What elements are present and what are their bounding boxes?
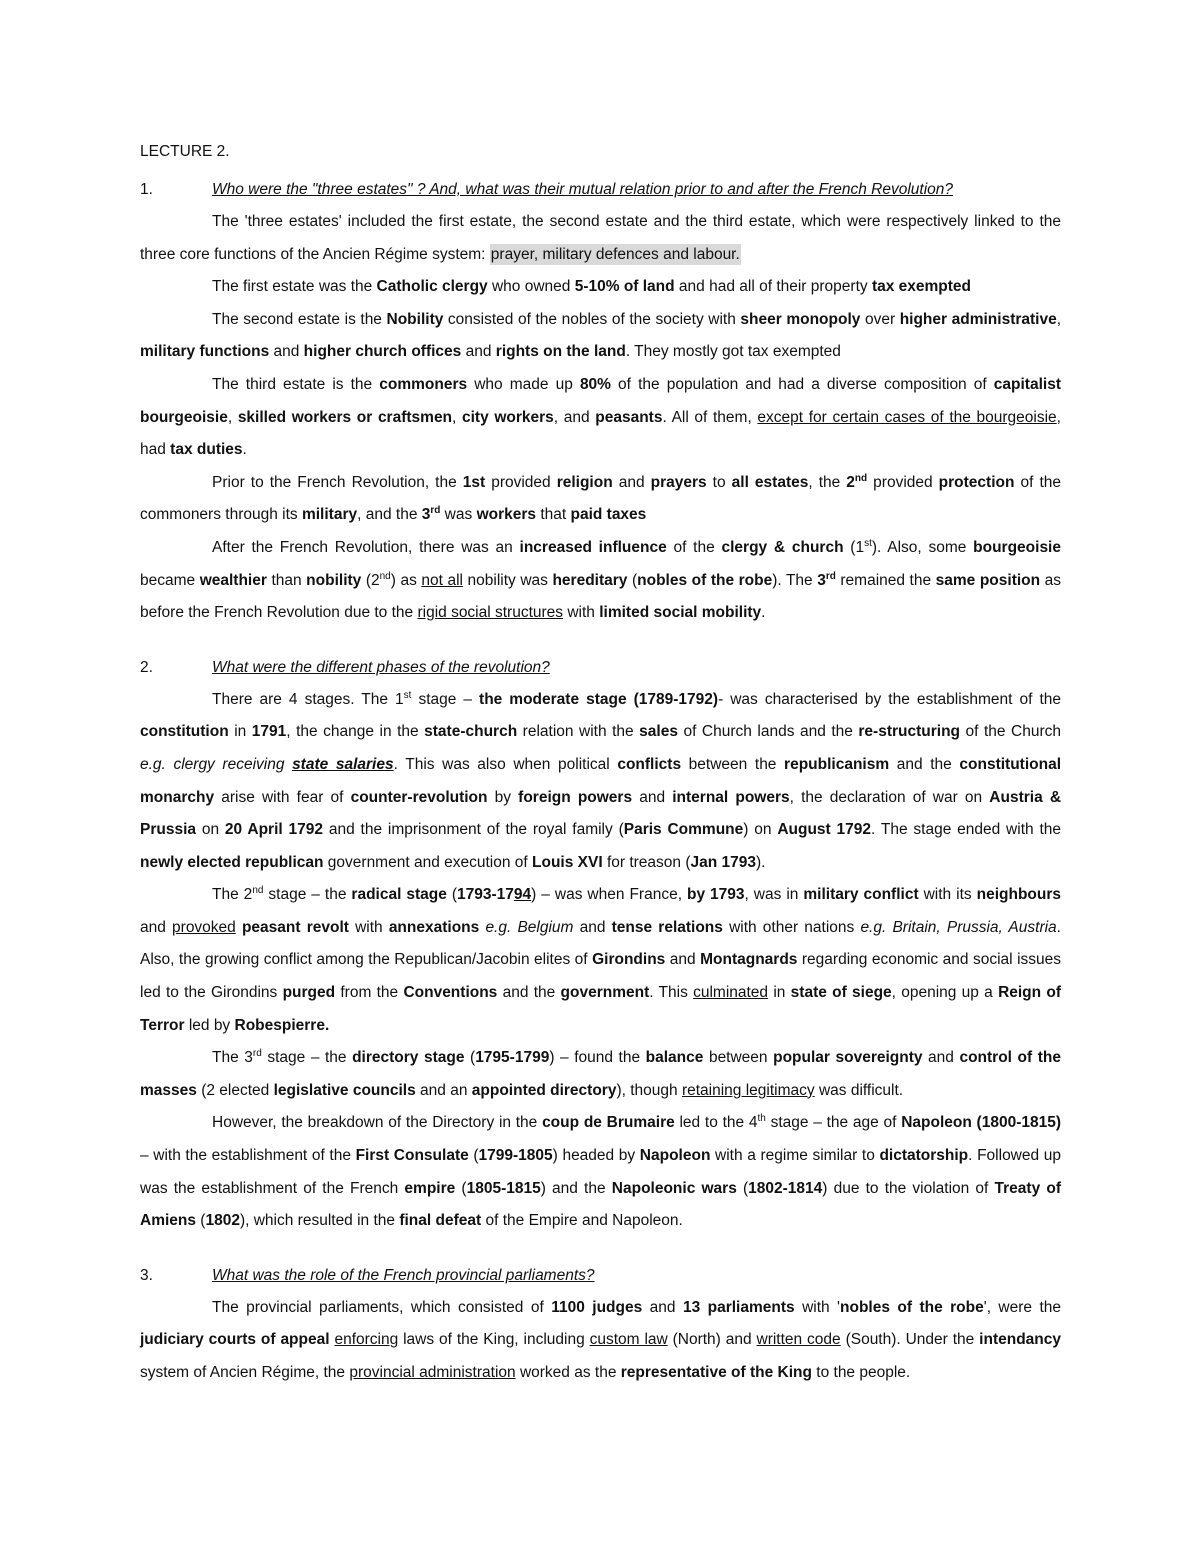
paragraph-second-estate: The second estate is the Nobility consisted of the nobles of the society with sheer monopoly over higher administrative, military functions and higher church offices and rights on the land. They mostly got tax exempted <box>140 310 1062 361</box>
paragraph-second-stage: The 2nd stage – the radical stage (1793-1794) – was when France, by 1793, was in military conflict with its neighbours and provoked peasant revolt with annexations e.g. Belgium and tense relations with other nations e.g. Britain, Prussia, Austria. Also, the growing conflict among the Republican/Jacobin elites of Girondins and Montagnards regarding economic and social issues led to the Girondins purged from the Conventions and the government. This culminated in state of siege, opening up a Reign of Terror led by Robespierre. <box>140 885 1062 1034</box>
question-1 <box>140 174 1061 206</box>
paragraph-prior-revolution: Prior to the French Revolution, the 1st provided religion and prayers to all estates, the 2nd provided protection of the commoners through its military, and the 3rd was workers that paid taxes <box>140 472 1062 524</box>
question-number: 2. <box>140 658 153 676</box>
document-body <box>140 136 1061 1390</box>
paragraph-three-estates: The 'three estates' included the first estate, the second estate and the third estate, which were respectively linked to the three core functions of the Ancien Régime system: prayer, military defences and labour. <box>140 213 1061 263</box>
highlighted-text: prayer, military defences and labour. <box>490 245 740 263</box>
section-gap <box>140 630 1061 652</box>
paragraph-after-revolution: After the French Revolution, there was an increased influence of the clergy & church (1st). Also, some bourgeoisie became wealthier than nobility (2nd) as not all nobility was hereditary (nobles of the robe). The 3rd remained the same position as before the French Revolution due to the rigid social structures with limited social mobility. <box>140 537 1062 622</box>
question-number: 3. <box>140 1266 153 1284</box>
paragraph-third-estate: The third estate is the commoners who made up 80% of the population and had a diverse composition of capitalist bourgeoisie, skilled workers or craftsmen, city workers, and peasants. All of them, except for certain cases of the bourgeoisie, had tax duties. <box>140 375 1061 459</box>
question-text: What was the role of the French provincial parliaments? <box>212 1266 595 1284</box>
lecture-title: LECTURE 2. <box>140 143 230 160</box>
question-text: What were the different phases of the revolution? <box>212 658 550 676</box>
paragraph-third-stage: The 3rd stage – the directory stage (1795-1799) – found the balance between popular sovereignty and control of the masses (2 elected legislative councils and an appointed directory), though retaining legitimacy was difficult. <box>140 1048 1061 1099</box>
question-2 <box>140 652 1061 684</box>
paragraph-provincial-parliaments: The provincial parliaments, which consisted of 1100 judges and 13 parliaments with 'nobles of the robe', were the judiciary courts of appeal enforcing laws of the King, including custom law (North) and written code (South). Under the intendancy system of Ancien Régime, the provincial administration worked as the representative of the King to the people. <box>140 1298 1061 1381</box>
section-gap <box>140 1238 1061 1260</box>
question-text: Who were the "three estates" ? And, what was their mutual relation prior to and after the French Revolution? <box>212 181 954 198</box>
paragraph-fourth-stage: However, the breakdown of the Directory in the coup de Brumaire led to the 4th stage – the age of Napoleon (1800-1815) – with the establishment of the First Consulate (1799-1805) headed by Napoleon with a regime similar to dictatorship. Followed up was the establishment of the French empire (1805-1815) and the Napoleonic wars (1802-1814) due to the violation of Treaty of Amiens (1802), which resulted in the final defeat of the Empire and Napoleon. <box>140 1113 1062 1230</box>
question-3 <box>140 1260 1061 1292</box>
question-number: 1. <box>140 181 153 198</box>
paragraph-first-stage: There are 4 stages. The 1st stage – the moderate stage (1789-1792)- was characterised by the establishment of the constitution in 1791, the change in the state-church relation with the sales of Church lands and the re-structuring of the Church e.g. clergy receiving state salaries. This was also when political conflicts between the republicanism and the constitutional monarchy arise with fear of counter-revolution by foreign powers and internal powers, the declaration of war on Austria & Prussia on 20 April 1792 and the imprisonment of the royal family (Paris Commune) on August 1792. The stage ended with the newly elected republican government and execution of Louis XVI for treason (Jan 1793). <box>140 689 1062 871</box>
paragraph-first-estate: The first estate was the Catholic clergy who owned 5-10% of land and had all of their property tax exempted <box>212 278 972 296</box>
